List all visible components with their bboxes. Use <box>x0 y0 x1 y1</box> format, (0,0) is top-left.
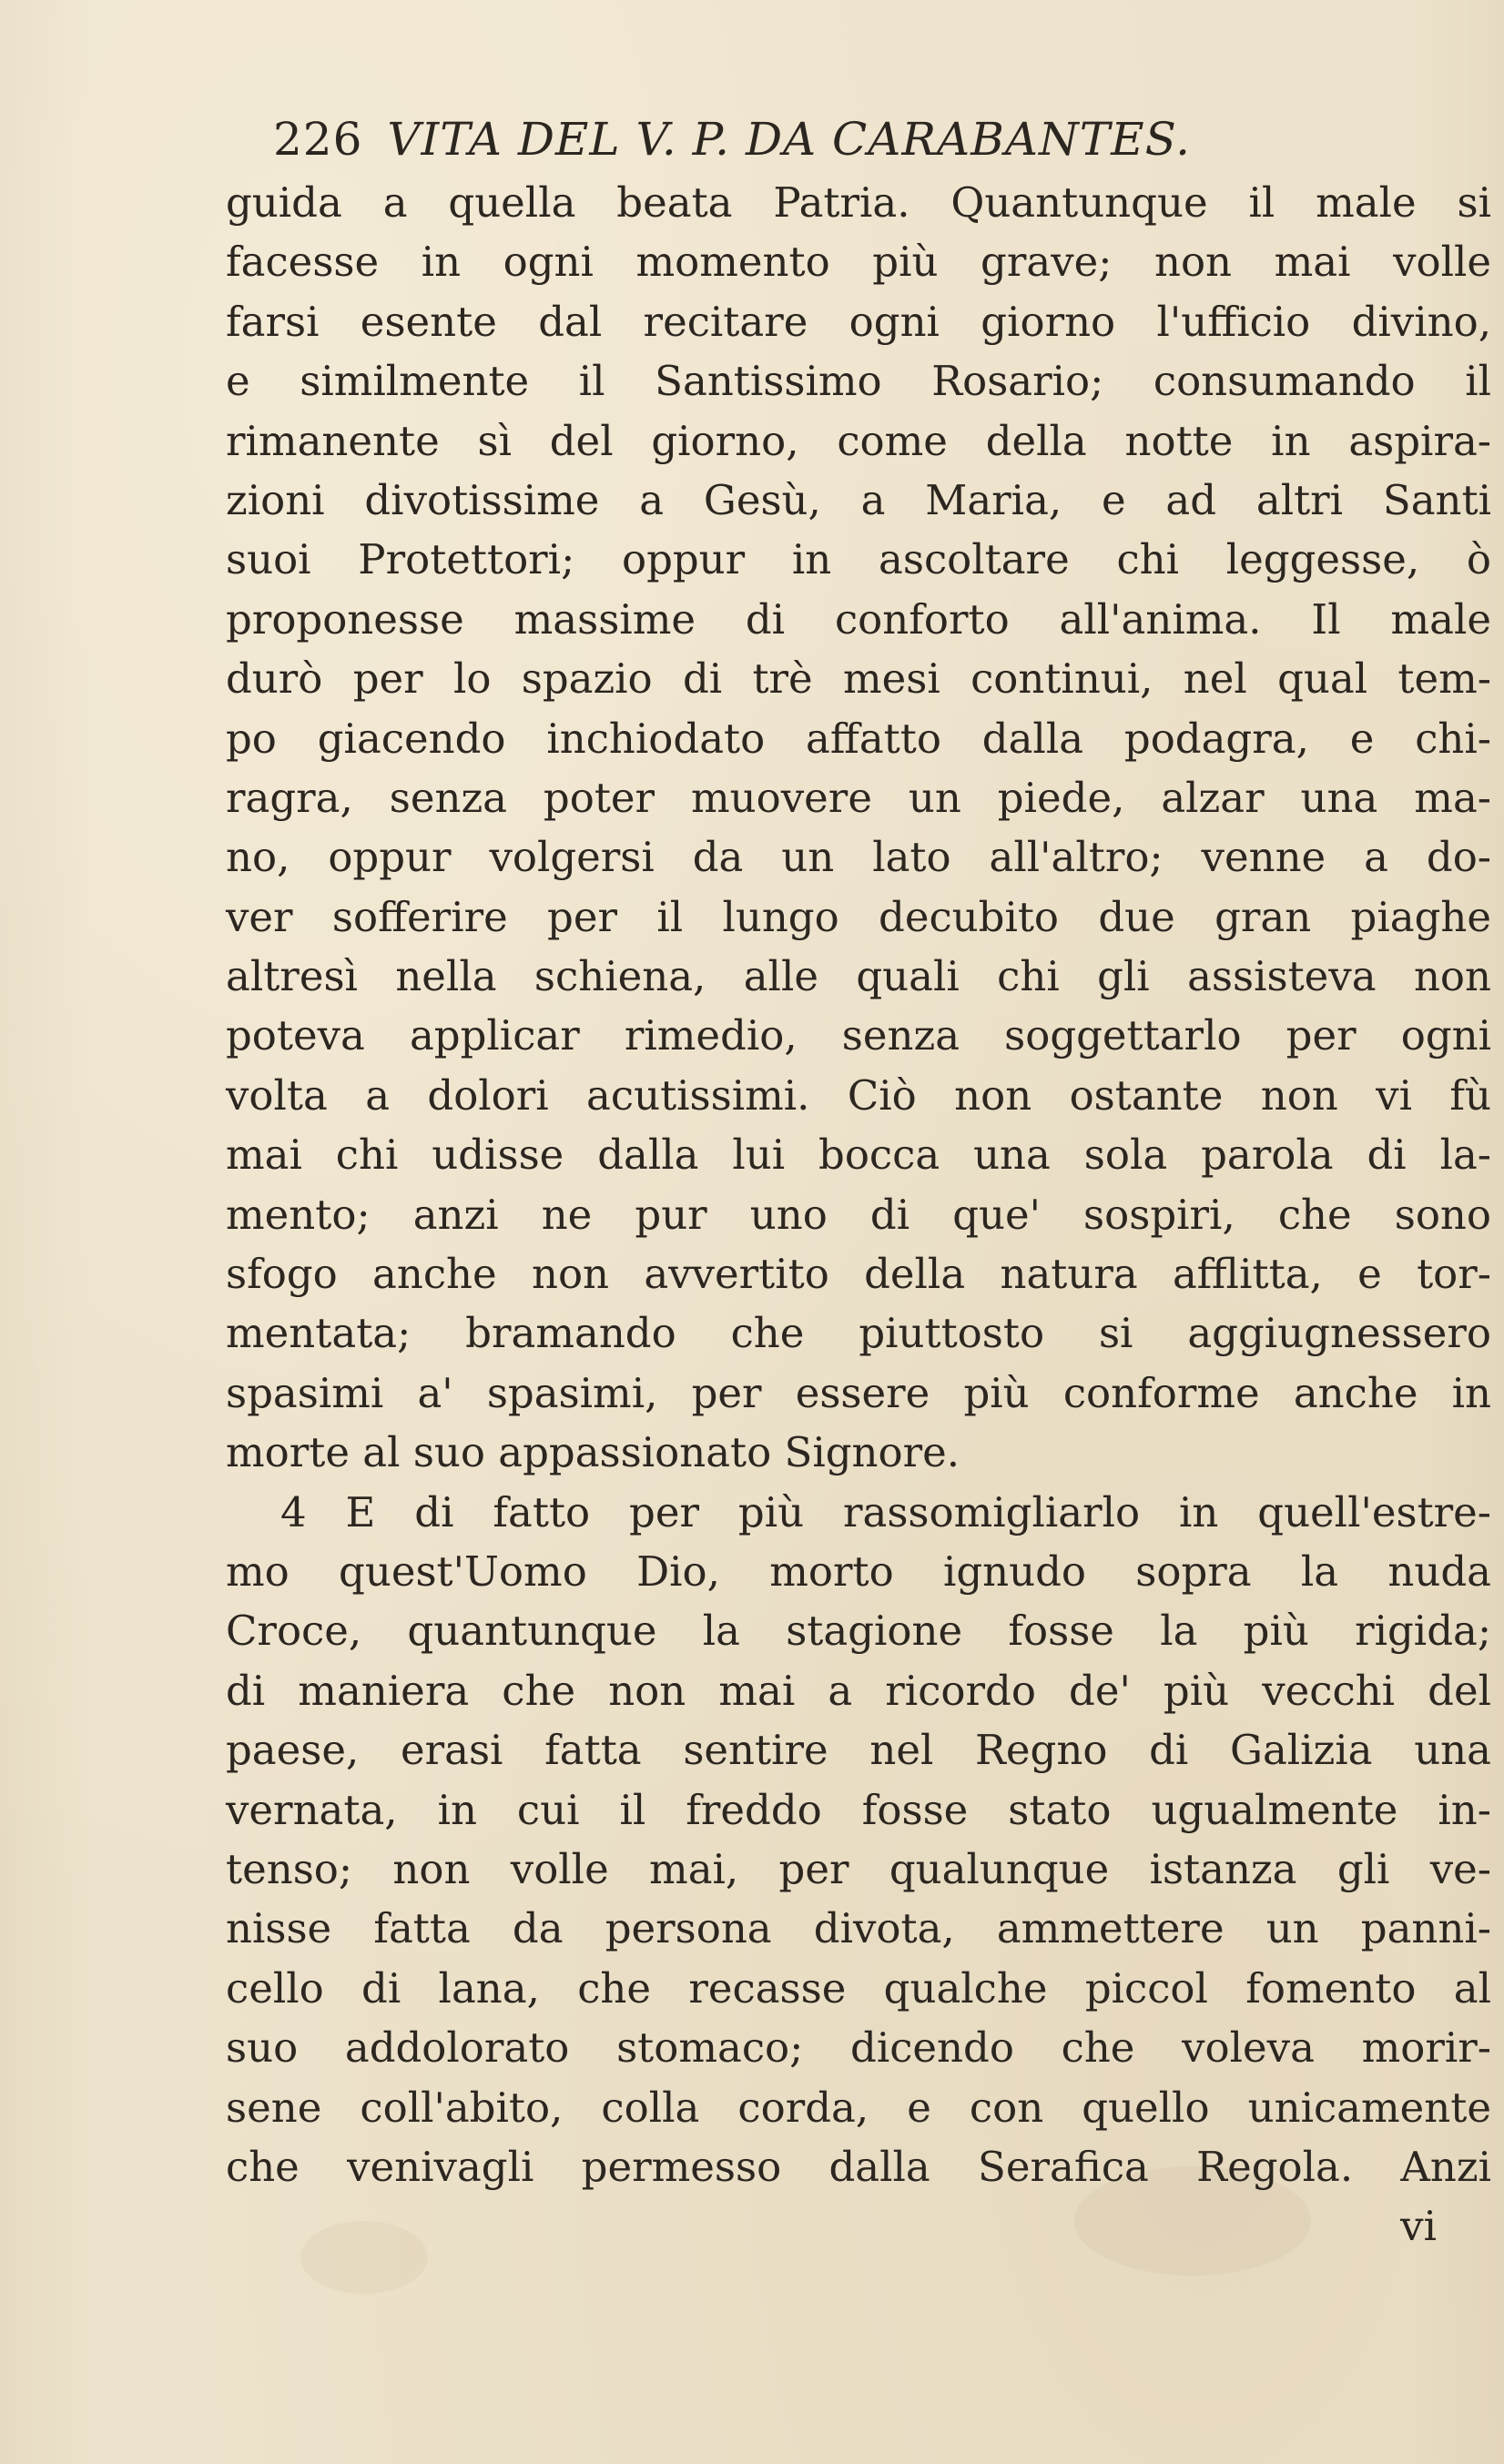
text-line: suoi Protettori; oppur in ascoltare chi leggesse, ò <box>226 535 1491 584</box>
page-number: 226 <box>273 113 363 166</box>
text-line: cello di lana, che recasse qualche piccol fomento al <box>226 1963 1491 2013</box>
text-line: che venivagli permesso dalla Serafica Regola. Anzi <box>226 2142 1491 2191</box>
text-line: di maniera che non mai a ricordo de' più vecchi del <box>226 1666 1491 1715</box>
text-line: mo quest'Uomo Dio, morto ignudo sopra la nuda <box>226 1546 1491 1596</box>
text-line: volta a dolori acutissimi. Ciò non ostante non vi fù <box>226 1070 1491 1120</box>
text-line: Croce, quantunque la stagione fosse la più rigida; <box>226 1607 1491 1656</box>
text-line: vernata, in cui il freddo fosse stato ugualmente in- <box>226 1785 1491 1834</box>
text-line: nisse fatta da persona divota, ammettere un panni- <box>226 1904 1491 1953</box>
text-line: spasimi a' spasimi, per essere più conforme anche in <box>226 1368 1491 1417</box>
text-line: sene coll'abito, colla corda, e con quello unicamente <box>226 2083 1491 2132</box>
text-line: sfogo anche non avvertito della natura afflitta, e tor- <box>226 1250 1491 1299</box>
paragraph-start-line: 4 E di fatto per più rassomigliarlo in quell'estre- <box>280 1487 1491 1536</box>
text-line: durò per lo spazio di trè mesi continui, nel qual tem- <box>226 654 1491 704</box>
text-line: e similmente il Santissimo Rosario; consumando il <box>226 357 1491 406</box>
text-line: poteva applicar rimedio, senza soggettarlo per ogni <box>226 1011 1491 1060</box>
text-line: facesse in ogni momento più grave; non mai volle <box>226 238 1491 287</box>
text-line: altresì nella schiena, alle quali chi gli assisteva non <box>226 952 1491 1001</box>
text-line: tenso; non volle mai, per qualunque istanza gli ve- <box>226 1844 1491 1893</box>
text-line: paese, erasi fatta sentire nel Regno di Galizia una <box>226 1726 1491 1775</box>
running-title: VITA DEL V. P. DA CARABANTES. <box>387 113 1191 166</box>
text-line: farsi esente dal recitare ogni giorno l'ufficio divino, <box>226 297 1491 346</box>
text-line: no, oppur volgersi da un lato all'altro; venne a do- <box>226 833 1491 882</box>
running-header <box>273 107 1420 171</box>
text-line: zioni divotissime a Gesù, a Maria, e ad altri Santi <box>226 475 1491 524</box>
text-line: proponesse massime di conforto all'anima. Il male <box>226 594 1491 644</box>
text-line: mentata; bramando che piuttosto si aggiugnessero <box>226 1309 1491 1358</box>
text-line: mai chi udisse dalla lui bocca una sola parola di la- <box>226 1131 1491 1180</box>
text-line: po giacendo inchiodato affatto dalla podagra, e chi- <box>226 714 1491 763</box>
body-text <box>226 173 1491 2256</box>
text-line: mento; anzi ne pur uno di que' sospiri, che sono <box>226 1190 1491 1239</box>
text-line: ver sofferire per il lungo decubito due gran piaghe <box>226 892 1491 941</box>
catchword: vi <box>1400 2202 1437 2251</box>
text-line: suo addolorato stomaco; dicendo che voleva morir- <box>226 2023 1491 2073</box>
text-line: rimanente sì del giorno, come della notte in aspira- <box>226 416 1491 465</box>
text-line: ragra, senza poter muovere un piede, alzar una ma- <box>226 773 1491 822</box>
text-line: guida a quella beata Patria. Quantunque il male si <box>226 178 1491 227</box>
paragraph-end-line: morte al suo appassionato Signore. <box>226 1428 960 1477</box>
